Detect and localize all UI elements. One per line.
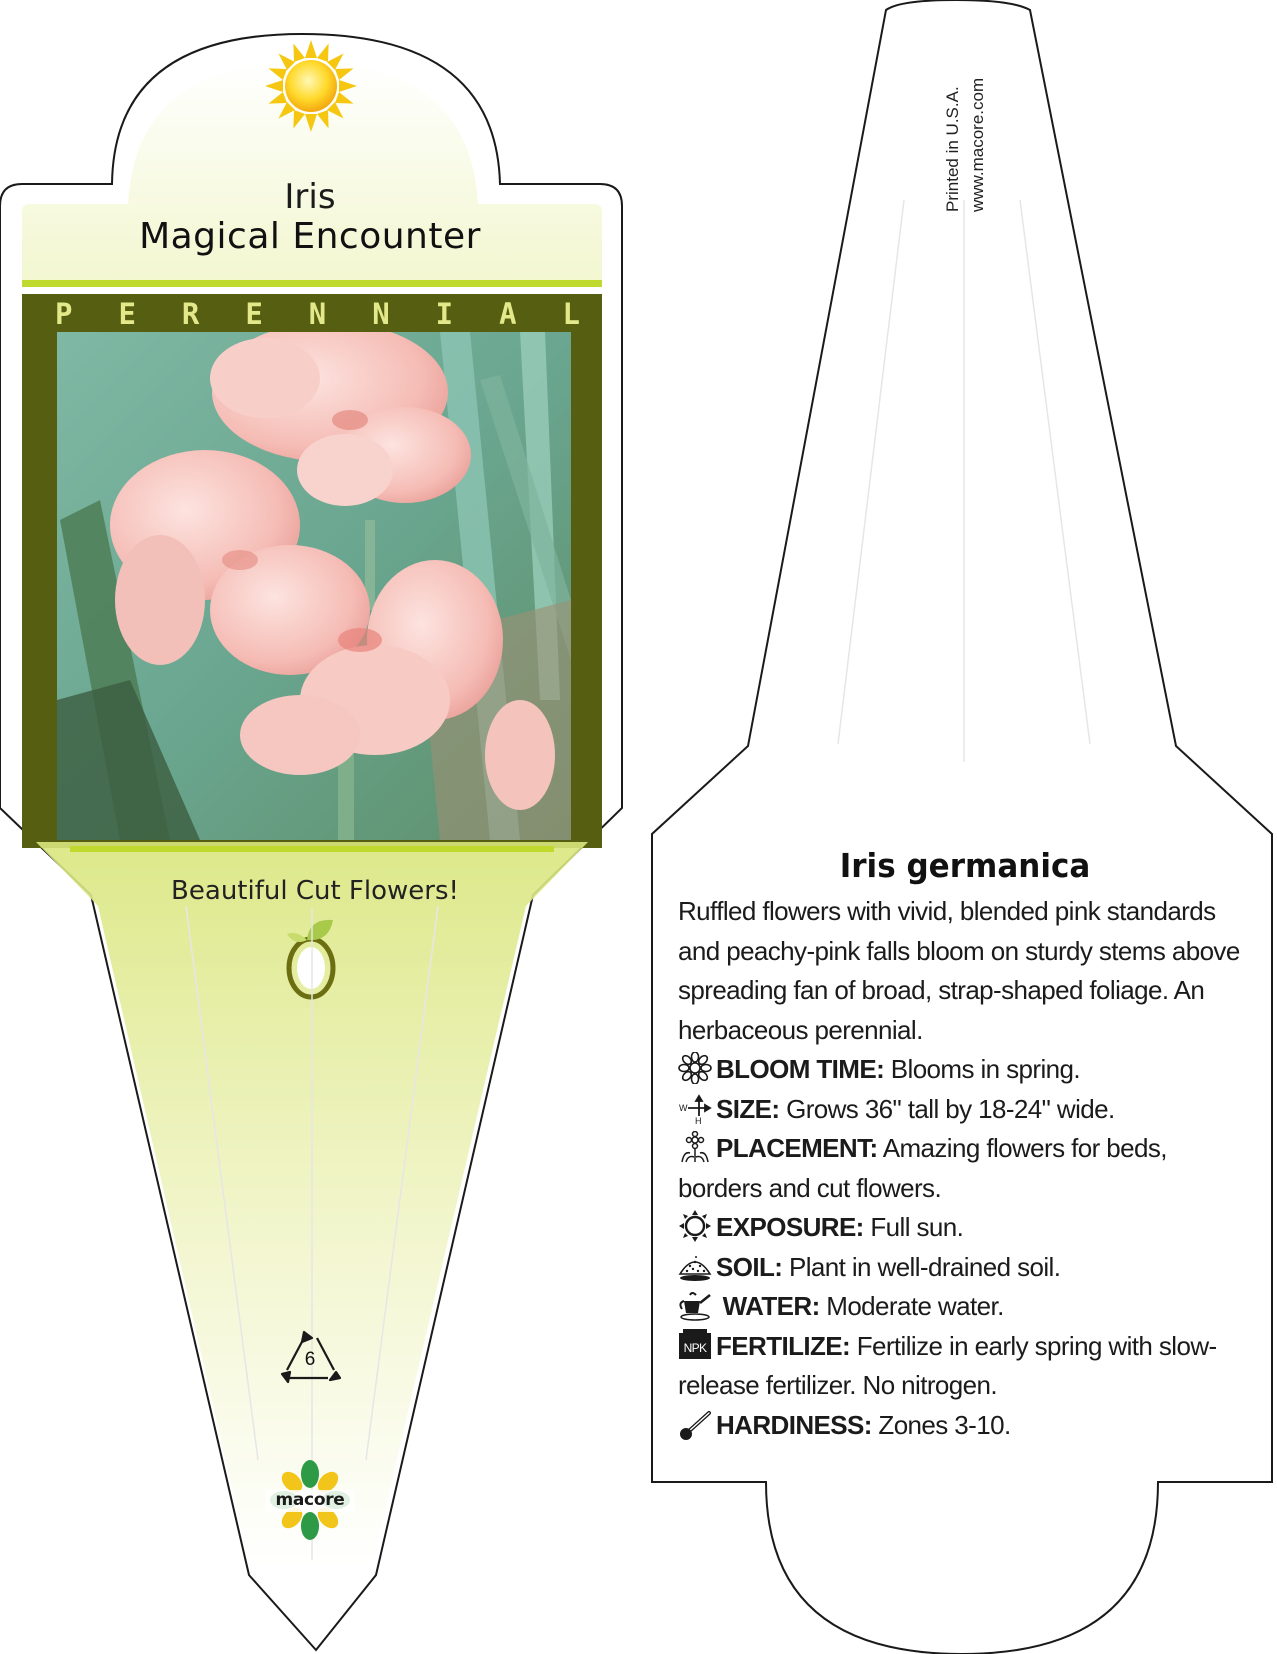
care-label: SIZE:	[716, 1093, 780, 1124]
banner-letter: I	[435, 297, 454, 331]
printed-in-text: Printed in U.S.A.	[943, 86, 962, 212]
care-text: Zones 3-10.	[871, 1409, 1011, 1440]
size-icon	[678, 1092, 712, 1124]
hardiness-icon	[678, 1408, 712, 1440]
care-label: PLACEMENT:	[716, 1133, 878, 1163]
care-text: Grows 36" tall by 18-24" wide.	[779, 1093, 1115, 1124]
banner-letter: L	[562, 297, 580, 331]
care-label: EXPOSURE:	[716, 1212, 864, 1242]
care-label: SOIL:	[716, 1251, 783, 1282]
care-item-water	[678, 1287, 1246, 1327]
plant-description-block	[678, 892, 1246, 1445]
care-text: Moderate water.	[819, 1291, 1004, 1321]
care-text: Full sun.	[863, 1212, 964, 1242]
care-label: FERTILIZE:	[716, 1330, 851, 1361]
care-item-soil	[678, 1248, 1246, 1288]
care-text: Plant in well-drained soil.	[782, 1251, 1061, 1282]
bloom-time-icon	[678, 1052, 712, 1084]
care-item-hardiness	[678, 1406, 1246, 1446]
banner-letter: A	[499, 297, 517, 331]
banner-letter: E	[118, 297, 136, 331]
plant-description: Ruffled flowers with vivid, blended pink standards and peachy-pink falls bloom on sturdy stems above spreading fan of broad, strap-shaped foliage. An herbaceous perennial.	[678, 896, 1240, 1045]
soil-icon	[678, 1250, 712, 1282]
plant-genus-title: Iris	[284, 177, 336, 217]
banner-letter: E	[245, 297, 263, 331]
tagline: Beautiful Cut Flowers!	[171, 876, 459, 906]
sun-icon	[265, 40, 357, 132]
svg-text:W: W	[679, 1102, 687, 1113]
care-item-placement	[678, 1129, 1246, 1208]
care-label: WATER:	[716, 1291, 820, 1321]
care-text: Amazing flowers for beds, borders and cut flowers.	[678, 1133, 1167, 1203]
print-info	[942, 52, 987, 212]
care-item-exposure	[678, 1208, 1246, 1248]
species-title: Iris germanica	[839, 846, 1091, 885]
care-item-size	[678, 1090, 1246, 1130]
care-label: BLOOM TIME:	[716, 1054, 885, 1084]
perennial-banner	[55, 296, 580, 332]
water-icon	[678, 1289, 712, 1321]
website-text: www.macore.com	[968, 77, 987, 212]
placement-icon	[678, 1131, 712, 1163]
care-text: Fertilize in early spring with slow-release fertilizer. No nitrogen.	[678, 1330, 1217, 1400]
iris-flower-photo	[57, 322, 571, 840]
svg-text:NPK: NPK	[683, 1340, 707, 1355]
banner-letter: R	[181, 297, 200, 331]
svg-text:H: H	[695, 1115, 701, 1124]
recycle-number: 6	[304, 1349, 316, 1370]
care-item-fertilize	[678, 1327, 1246, 1406]
exposure-icon	[678, 1210, 712, 1242]
care-label: HARDINESS:	[716, 1409, 872, 1440]
care-text: Blooms in spring.	[884, 1054, 1080, 1084]
plant-variety-title: Magical Encounter	[139, 216, 481, 257]
banner-letter: N	[372, 297, 390, 331]
fertilize-icon	[678, 1329, 712, 1361]
banner-letter: P	[55, 297, 73, 331]
banner-letter: N	[308, 297, 327, 331]
brand-wordmark: macore	[275, 1490, 345, 1510]
care-item-bloom-time	[678, 1050, 1246, 1090]
